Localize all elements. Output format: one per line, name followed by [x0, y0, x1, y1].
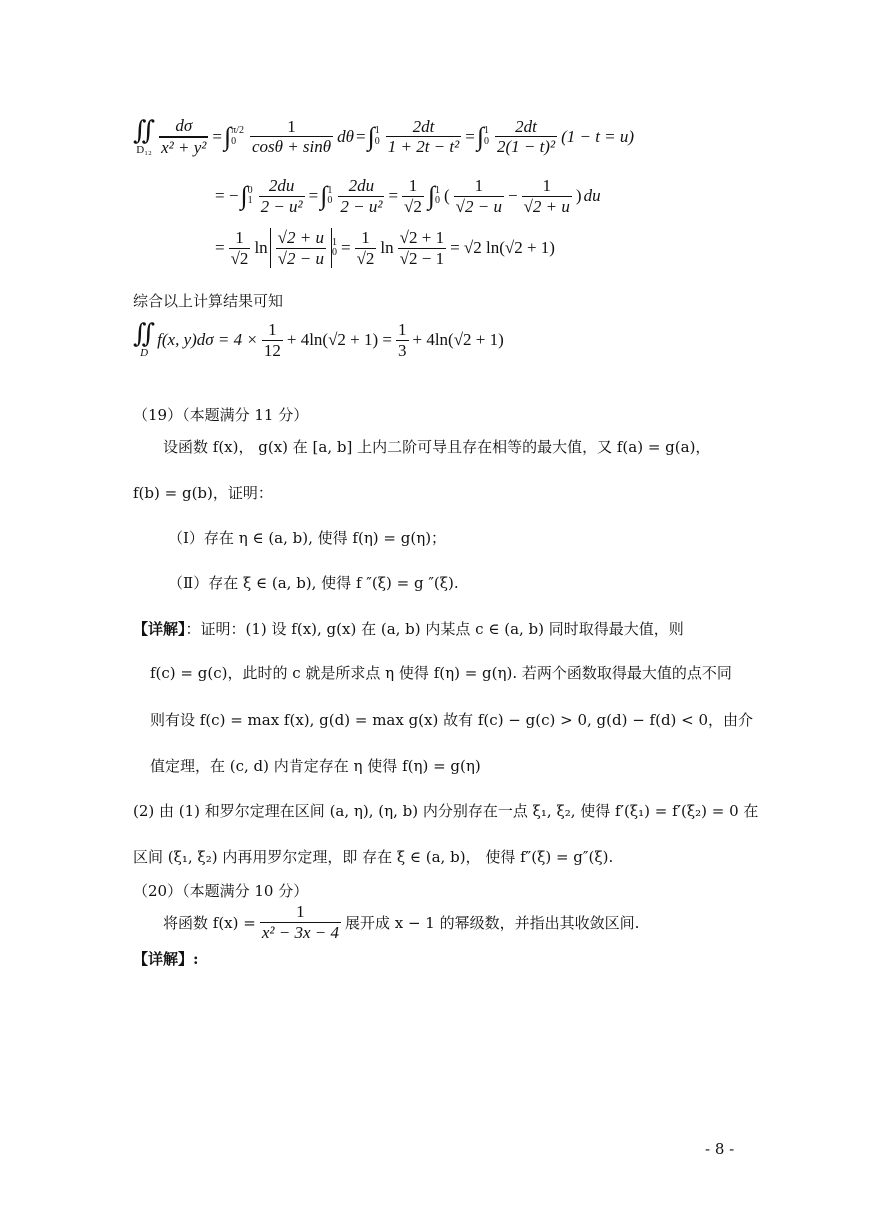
question-19-header: （19）（本题满分 11 分） — [133, 406, 309, 424]
fraction: $\frac{2dt}{\text{2(1 − t)²}}$ — [496, 116, 556, 157]
solution-label: 【详解】 — [133, 620, 186, 638]
fraction: $\frac{1}{√2 - u}$ — [455, 176, 502, 216]
fraction: $\frac{1}{√2}$ — [356, 228, 375, 268]
solution-19-line-2: f(c) = g(c)，此时的 c 就是所求点 η 使得 f(η) = g(η). 若两个函数取得最大值的点不同 — [150, 664, 732, 682]
fraction: $\frac{√2 + 1}{√2 - 1}$ — [399, 228, 445, 268]
fraction: $\frac{1}{\cos\theta + \sin\theta}$ — [251, 116, 332, 157]
question-19-line-1: 设函数 f(x)， g(x) 在 [a, b] 上内二阶可导且存在相等的最大值，又 f(a) = g(a)， — [163, 438, 711, 456]
solution-19-line-3: 则有设 f(c) = max f(x), g(d) = max g(x) 故有 f(c) − g(c) > 0, g(d) − f(d) < 0，由介 — [150, 711, 754, 729]
double-integral: ∬ D — [133, 319, 156, 360]
solution-19-line-4: 值定理，在 (c, d) 内肯定存在 η 使得 f(η) = g(η) — [150, 757, 481, 775]
fraction: $\frac{d\sigma}{\text{x² + y²}}$ — [161, 116, 207, 157]
fraction: $\frac{2du}{\text{2 − u²}}$ — [260, 176, 303, 216]
solution-19-line-6: 区间 (ξ₁, ξ₂) 内再用罗尔定理，即 存在 ξ ∈ (a, b)， 使得 f″(ξ) = g″(ξ). — [133, 848, 614, 866]
question-19-line-2: f(b) = g(b)，证明： — [133, 484, 273, 502]
question-20-header: （20）（本题满分 10 分） — [133, 882, 309, 900]
double-integral: ∬ D₁₂ — [133, 115, 156, 156]
solution-19-line-1: 【详解】：证明：(1) 设 f(x), g(x) 在 (a, b) 内某点 c ∈ (a, b) 同时取得最大值，则 — [133, 620, 684, 638]
equation-final-result: ∬ D f(x, y)dσ = 4 × $\frac{1}{12}$ + 4ln(√2 + 1) = $\frac{1}{3}$ + 4ln(√2 + 1) — [133, 319, 504, 360]
fraction: $\frac{1}{√2}$ — [230, 228, 249, 268]
question-19-part-2: （Ⅱ）存在 ξ ∈ (a, b), 使得 f ″(ξ) = g ″(ξ). — [168, 574, 459, 592]
integral-region-label: D₁₂ — [136, 143, 152, 156]
question-19-part-1: （Ⅰ）存在 η ∈ (a, b), 使得 f(η) = g(η)； — [168, 529, 447, 547]
absolute-value: $\frac{√2 + u}{√2 - u}$ — [270, 228, 332, 268]
fraction: $\frac{1}{\text{x² − 3x − 4}}$ — [261, 902, 339, 942]
fraction: $\frac{1}{3}$ — [398, 320, 407, 360]
fraction: $\frac{2dt}{\text{1 + 2t − t²}}$ — [387, 116, 460, 157]
equation-line-3: = $\frac{1}{√2}$ ln $\frac{√2 + u}{√2 - u}$ 1 0 = $\frac{1}{√2}$ ln $\frac{√2 + 1}{√2 - 1}$ = √2 ln(√2 + 1) — [215, 228, 555, 268]
fraction: $\frac{1}{√2 + u}$ — [523, 176, 570, 216]
fraction: $\frac{1}{12}$ — [263, 320, 281, 360]
page-number: - 8 - — [705, 1140, 735, 1158]
solution-19-line-5: (2) 由 (1) 和罗尔定理在区间 (a, η), (η, b) 内分别存在一点 ξ₁, ξ₂, 使得 f′(ξ₁) = f′(ξ₂) = 0 在 — [133, 802, 759, 820]
summary-text: 综合以上计算结果可知 — [133, 292, 284, 310]
fraction: $\frac{2du}{\text{2 − u²}}$ — [340, 176, 383, 216]
equation-line-1: ∬ D₁₂ $\frac{d\sigma}{\text{x² + y²}}$ = ∫ π/2 0 $\frac{1}{\cos\theta + \sin\theta}$ dθ = ∫ 1 0 $\frac{2dt}{\text{1 + 2t − t²}}$ = ∫ 1 0 $\frac{2dt}{\text{2(1 − t)²}}$ (1 − t = u) — [133, 115, 635, 157]
solution-20-label: 【详解】: — [133, 950, 199, 968]
fraction: $\frac{1}{√2}$ — [404, 176, 422, 216]
equation-line-2: = − ∫ 0 1 $\frac{2du}{\text{2 − u²}}$ = ∫ 1 0 $\frac{2du}{\text{2 − u²}}$ = $\frac{1}{√2}$ ∫ 1 0 ( $\frac{1}{√2 - u}$ − $\frac{1}{√2 + u}$ ) du — [215, 176, 601, 216]
question-20-statement: 将函数 f(x) = $\frac{1}{\text{x² − 3x − 4}}$ 展开成 x − 1 的幂级数，并指出其收敛区间. — [163, 902, 640, 942]
